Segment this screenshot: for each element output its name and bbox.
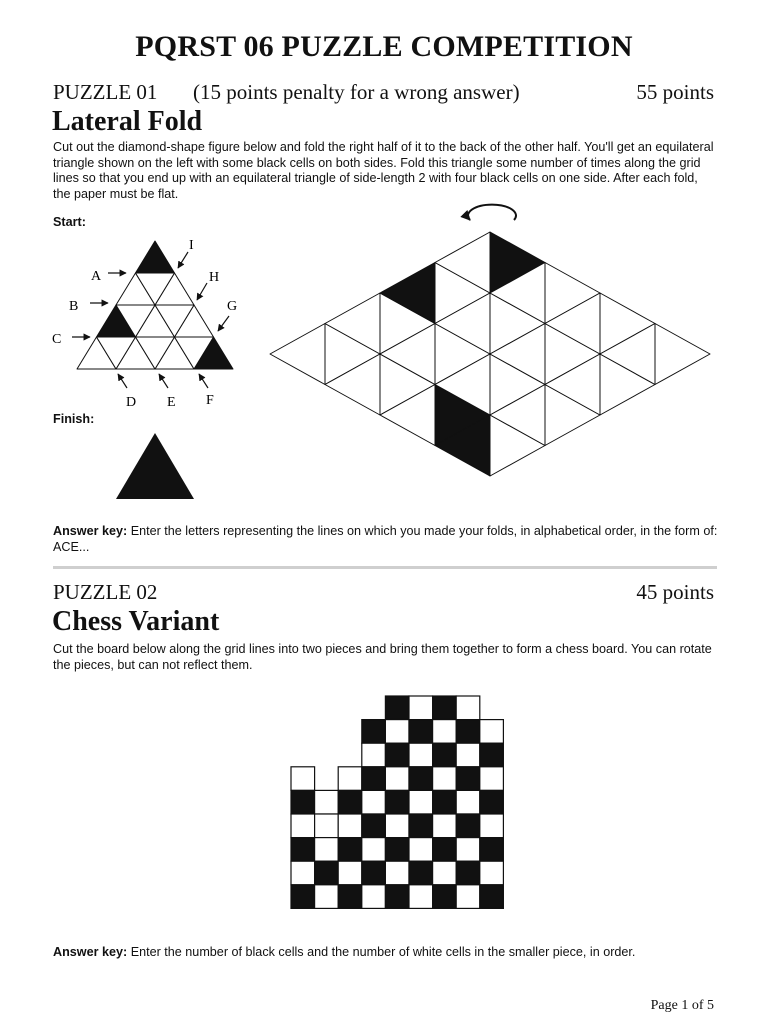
chess-cell <box>456 720 480 744</box>
chess-cell <box>362 885 386 909</box>
chess-cell <box>433 720 457 744</box>
chess-cell <box>409 743 433 767</box>
chess-cell <box>409 790 433 814</box>
chess-cell <box>480 814 504 838</box>
chess-cell <box>362 767 386 791</box>
puzzle-2-answer-key <box>53 945 718 961</box>
chess-cell <box>362 720 386 744</box>
chess-cell <box>480 838 504 862</box>
chess-cell <box>480 767 504 791</box>
chess-cell <box>362 743 386 767</box>
chess-board <box>291 696 503 908</box>
chess-cell <box>433 696 457 720</box>
chess-cell <box>433 743 457 767</box>
chess-cell <box>338 838 362 862</box>
label-c: C <box>52 332 62 347</box>
chess-cell <box>385 743 409 767</box>
chess-cell <box>315 814 339 838</box>
chess-cell <box>315 838 339 862</box>
chess-cell <box>291 790 315 814</box>
chess-cell <box>291 767 315 791</box>
answer-key-label: Answer key: <box>53 945 128 959</box>
label-a: A <box>91 269 102 284</box>
chess-cell <box>433 838 457 862</box>
chess-cell <box>409 861 433 885</box>
chess-cell <box>480 743 504 767</box>
chess-cell <box>315 790 339 814</box>
chess-cell <box>480 885 504 909</box>
answer-key-label: Answer key: <box>53 524 128 538</box>
label-h: H <box>209 270 220 285</box>
answer-key-text: Enter the letters representing the lines on which you made your folds, in alphabetical order, in the form of: ACE... <box>53 524 718 554</box>
chess-cell <box>385 838 409 862</box>
chess-cell <box>409 720 433 744</box>
chess-cell <box>338 767 362 791</box>
chess-cell <box>456 861 480 885</box>
chess-cell <box>385 861 409 885</box>
label-b: B <box>69 299 79 314</box>
chess-cell <box>385 767 409 791</box>
chess-cell <box>385 814 409 838</box>
page-title: PQRST 06 PUZZLE COMPETITION <box>135 30 633 63</box>
chess-cell <box>362 861 386 885</box>
chess-cell <box>433 861 457 885</box>
chess-cell <box>456 885 480 909</box>
chess-cell <box>433 767 457 791</box>
chess-cell <box>480 720 504 744</box>
puzzle-2-number: PUZZLE 02 <box>53 580 158 604</box>
label-f: F <box>206 393 214 408</box>
chess-cell <box>480 861 504 885</box>
puzzle-1-title: Lateral Fold <box>52 106 203 137</box>
chess-cell <box>456 696 480 720</box>
chess-cell <box>291 885 315 909</box>
puzzle-1-points: 55 points <box>636 80 714 104</box>
label-i: I <box>189 238 194 253</box>
puzzle-1-number: PUZZLE 01 <box>53 80 158 104</box>
chess-cell <box>433 790 457 814</box>
chess-cell <box>409 767 433 791</box>
answer-key-text: Enter the number of black cells and the number of white cells in the smaller piece, in order. <box>127 945 636 959</box>
chess-cell <box>456 790 480 814</box>
chess-cell <box>291 861 315 885</box>
chess-cell <box>433 885 457 909</box>
puzzle-2-description: Cut the board below along the grid lines into two pieces and bring them together to form a chess board. You can rotate the pieces, but can not reflect them. <box>53 642 712 672</box>
chess-cell <box>385 720 409 744</box>
chess-cell <box>409 814 433 838</box>
label-e: E <box>167 395 176 410</box>
start-label: Start: <box>53 215 86 229</box>
chess-cell <box>338 861 362 885</box>
chess-cell <box>456 767 480 791</box>
chess-cell <box>385 885 409 909</box>
chess-cell <box>291 814 315 838</box>
finish-label: Finish: <box>53 412 95 426</box>
chess-cell <box>456 814 480 838</box>
chess-cell <box>315 861 339 885</box>
label-d: D <box>126 395 137 410</box>
chess-cell <box>338 814 362 838</box>
chess-cell <box>409 838 433 862</box>
label-g: G <box>227 299 238 314</box>
puzzle-2-title: Chess Variant <box>52 606 220 637</box>
chess-cell <box>362 814 386 838</box>
chess-cell <box>409 696 433 720</box>
chess-cell <box>362 790 386 814</box>
chess-cell <box>362 838 386 862</box>
chess-cell <box>480 790 504 814</box>
chess-cell <box>456 743 480 767</box>
chess-cell <box>409 885 433 909</box>
chess-cell <box>385 790 409 814</box>
puzzle-1-description: Cut out the diamond-shape figure below and fold the right half of it to the back of the other half. You'll get an equilateral triangle shown on the left with some black cells on both sides. Fold this triangle some number of times along the grid lines so that you end up with an equilateral triangle of side-length 2 with four black cells on one side. After each fold, the paper must be flat. <box>53 140 714 201</box>
page-number: Page 1 of 5 <box>650 998 714 1013</box>
chess-cell <box>338 790 362 814</box>
chess-cell <box>456 838 480 862</box>
chess-cell <box>338 885 362 909</box>
chess-cell <box>315 885 339 909</box>
puzzle-1-penalty: (15 points penalty for a wrong answer) <box>193 80 520 104</box>
chess-cell <box>291 838 315 862</box>
puzzle-2-points: 45 points <box>636 580 714 604</box>
chess-cell <box>433 814 457 838</box>
chess-cell <box>385 696 409 720</box>
